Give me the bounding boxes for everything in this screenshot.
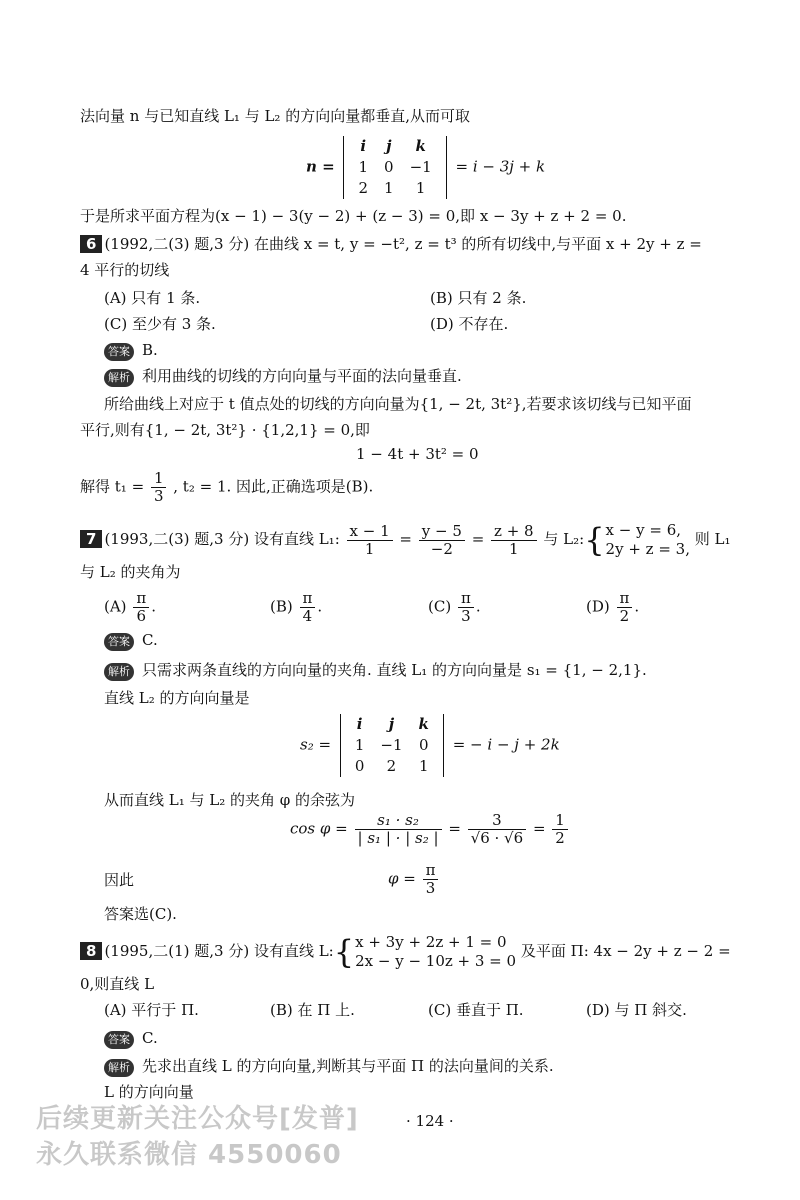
problem-8-stem: [80, 932, 731, 972]
solve-text-post: , t₂ = 1. 因此,正确选项是(B).: [173, 477, 374, 496]
det-cell: 1: [418, 757, 429, 775]
answer-text: B.: [142, 341, 158, 359]
answer-text: C.: [142, 1029, 158, 1047]
fraction: $\frac{1}{3}$: [151, 470, 167, 505]
det-cell: j: [386, 137, 392, 155]
det-cell: 1: [384, 179, 394, 197]
option-a: (A) $\frac{\pi}{6}$ .: [104, 589, 156, 625]
analysis-tag: 解析: [104, 1059, 134, 1077]
stem-text: (1993,二(3) 题,3 分) 设有直线 L₁:: [104, 530, 340, 548]
stem-text-post: 则 L₁: [694, 530, 731, 548]
option-a: (A) 只有 1 条.: [104, 289, 201, 307]
det-rhs: = i − 3j + k: [455, 157, 546, 176]
det-cell: 0: [384, 158, 394, 176]
equation-system: x − y = 6, 2y + z = 3,: [605, 521, 690, 558]
answer-tag: 答案: [104, 343, 134, 361]
answer-line: [104, 1028, 158, 1049]
page-number: · 124 ·: [406, 1112, 454, 1130]
problem-number-badge: 6: [80, 235, 102, 253]
analysis-line: [104, 1056, 554, 1077]
det-cell: 1: [358, 158, 369, 176]
fraction: $\frac{z + 8}{1}$: [491, 523, 537, 558]
analysis-line: [104, 660, 647, 681]
det-matrix: [340, 714, 444, 777]
det-lhs: n =: [306, 157, 335, 176]
answer-tag: 答案: [104, 633, 134, 651]
det-cell: 0: [418, 736, 429, 754]
option-c: (C) 垂直于 Π.: [428, 1001, 524, 1019]
solve-line: [80, 470, 373, 505]
det-cell: −1: [409, 158, 432, 176]
brace: {: [333, 933, 355, 971]
analysis-text: 先求出直线 L 的方向向量,判断其与平面 Π 的法向量间的关系.: [142, 1057, 554, 1075]
solve-text: 解得 t₁ =: [80, 477, 145, 496]
answer-line: [104, 630, 158, 651]
det-rhs: = − i − j + 2k: [452, 735, 560, 754]
determinant-n: [306, 136, 545, 199]
det-cell: 1: [415, 179, 426, 197]
problem-7-stem-2: 与 L₂ 的夹角为: [80, 563, 181, 581]
stem-text: (1992,二(3) 题,3 分) 在曲线 x = t, y = −t², z = t³ 的所有切线中,与平面 x + 2y + z =: [104, 235, 702, 253]
answer-text: C.: [142, 631, 158, 649]
option-b: (B) 只有 2 条.: [430, 289, 527, 307]
det-cell: j: [388, 715, 395, 733]
analysis-line: [104, 366, 462, 387]
problem-number-badge: 8: [80, 942, 102, 960]
option-d: (D) 与 Π 斜交.: [586, 1001, 687, 1019]
det-cell: −1: [380, 736, 403, 754]
phi-formula: φ = $\frac{\pi}{3}$: [388, 862, 440, 897]
therefore-label: 因此: [104, 871, 135, 889]
stem-text-mid: 与 L₂:: [543, 530, 585, 548]
problem-number-badge: 7: [80, 530, 102, 548]
analysis-line-2: 直线 L₂ 的方向向量是: [104, 689, 250, 707]
fraction: $\frac{y - 5}{-2}$: [419, 523, 465, 558]
final-answer: 答案选(C).: [104, 905, 177, 923]
option-a: (A) 平行于 Π.: [104, 1001, 199, 1019]
option-c: (C) 至少有 3 条.: [104, 315, 216, 333]
answer-tag: 答案: [104, 1031, 134, 1049]
intro-line: 法向量 n 与已知直线 L₁ 与 L₂ 的方向向量都垂直,从而可取: [80, 107, 470, 125]
analysis-line-3: 平行,则有{1, − 2t, 3t²} · {1,2,1} = 0,即: [80, 421, 370, 439]
brace: {: [584, 521, 605, 559]
analysis-tag: 解析: [104, 663, 134, 681]
problem-8-stem-2: 0,则直线 L: [80, 975, 155, 993]
option-c: (C) $\frac{\pi}{3}$ .: [428, 589, 481, 625]
stem-text-post: 及平面 Π: 4x − 2y + z − 2 =: [520, 942, 731, 960]
problem-6-stem: [80, 234, 702, 254]
det-cell: 1: [354, 736, 365, 754]
equation: 1 − 4t + 3t² = 0: [356, 445, 479, 463]
cos-intro: 从而直线 L₁ 与 L₂ 的夹角 φ 的余弦为: [104, 791, 356, 809]
answer-line: [104, 340, 158, 361]
determinant-s2: [300, 714, 560, 777]
equals-sign: =: [471, 530, 485, 548]
option-b: (B) 在 Π 上.: [270, 1001, 355, 1019]
watermark-line-1: 后续更新关注公众号[发普]: [36, 1104, 359, 1134]
stem-text: (1995,二(1) 题,3 分) 设有直线 L:: [104, 942, 334, 960]
analysis-line-2: 所给曲线上对应于 t 值点处的切线的方向向量为{1, − 2t, 3t²},若要求该切线与已知平面: [104, 395, 692, 413]
det-cell: 2: [358, 179, 369, 197]
det-cell: 0: [354, 757, 365, 775]
analysis-line-2: L 的方向向量: [104, 1083, 194, 1101]
det-cell: k: [418, 715, 429, 733]
det-cell: i: [360, 137, 367, 155]
problem-7-stem: [80, 520, 731, 560]
equals-sign: =: [399, 530, 412, 548]
problem-6-stem-2: 4 平行的切线: [80, 261, 170, 279]
option-b: (B) $\frac{\pi}{4}$ .: [270, 589, 323, 625]
analysis-text: 只需求两条直线的方向向量的夹角. 直线 L₁ 的方向向量是 s₁ = {1, − 2,1}.: [142, 661, 647, 679]
det-cell: 2: [386, 757, 397, 775]
det-cell: k: [415, 137, 426, 155]
fraction: $\frac{x - 1}{1}$: [347, 523, 393, 558]
det-cell: i: [356, 715, 363, 733]
analysis-tag: 解析: [104, 369, 134, 387]
equation-system: x + 3y + 2z + 1 = 0 2x − y − 10z + 3 = 0: [355, 933, 517, 970]
option-d: (D) $\frac{\pi}{2}$ .: [586, 589, 640, 625]
cos-formula: cos φ = $\frac{\text{s₁ · s₂}}{\text{| s₁ | · | s₂ |}}$ = $\frac{3}{√6 \cdot √6}$ = $\frac{1}{2}$: [290, 812, 570, 847]
analysis-text: 利用曲线的切线的方向向量与平面的法向量垂直.: [142, 367, 462, 385]
watermark-line-2: 永久联系微信 4550060: [36, 1140, 342, 1170]
option-d: (D) 不存在.: [430, 315, 509, 333]
det-matrix: [343, 136, 446, 199]
det-lhs: s₂ =: [300, 735, 332, 754]
plane-equation-line: 于是所求平面方程为(x − 1) − 3(y − 2) + (z − 3) = 0,即 x − 3y + z + 2 = 0.: [80, 207, 627, 225]
